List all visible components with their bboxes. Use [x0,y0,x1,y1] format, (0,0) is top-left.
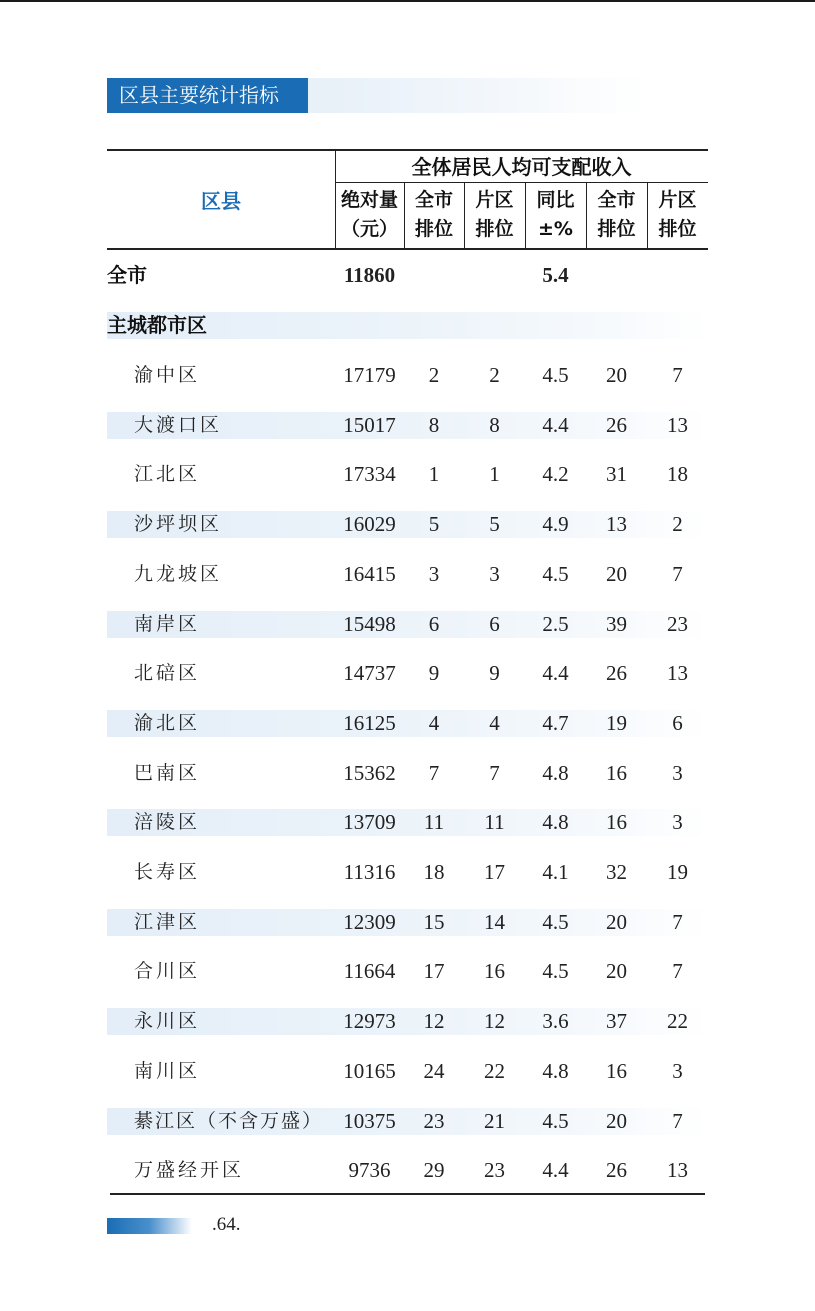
cell-city-rank: 6 [428,612,440,636]
table-row-subgroup [107,312,708,339]
cell-value: 17334 [343,462,396,486]
cell-yoy-city-rank: 20 [606,959,627,983]
cell-value: 14737 [343,661,396,685]
cell-value: 9736 [348,1158,391,1182]
cell-yoy: 4.9 [542,512,569,536]
cell-city-rank: 12 [423,1009,445,1033]
cell-region-name: 江北区 [134,463,201,485]
cell-city-rank: 3 [428,562,440,586]
cell-yoy-area-rank: 7 [672,959,683,983]
cell-yoy-area-rank: 18 [667,462,688,486]
footer-decor-bar [107,1218,192,1234]
cell-area-rank: 8 [489,413,500,437]
cell-yoy-area-rank: 3 [672,761,683,785]
cell-yoy-city-rank: 13 [606,512,627,536]
section-title: 区县主要统计指标 [107,78,308,113]
cell-area-rank: 14 [484,910,505,934]
header-top-rule [107,149,708,151]
cell-yoy-area-rank: 13 [667,413,688,437]
cell-yoy: 4.4 [542,1158,569,1182]
cell-city-rank: 29 [423,1158,445,1182]
cell-yoy: 4.8 [542,1059,569,1083]
cell-value: 10375 [343,1109,396,1133]
cell-yoy-city-rank: 39 [606,612,627,636]
cell-yoy-city-rank: 26 [606,1158,627,1182]
cell-yoy: 4.2 [542,462,569,486]
header-mid-rule [335,182,708,183]
cell-area-rank: 23 [484,1158,505,1182]
cell-area-rank: 22 [484,1059,505,1083]
cell-yoy-city-rank: 26 [606,661,627,685]
cell-yoy-area-rank: 2 [672,512,683,536]
cell-yoy-area-rank: 23 [667,612,688,636]
table-row [107,461,708,488]
cell-value: 15362 [343,761,396,785]
table-row [107,561,708,588]
cell-yoy-city-rank: 20 [606,910,627,934]
cell-city-rank: 24 [423,1059,445,1083]
table-row [107,1008,708,1035]
cell-yoy-city-rank: 26 [606,413,627,437]
header-col-yoy: 同比 ±% [536,189,575,240]
cell-city-rank: 1 [428,462,440,486]
cell-yoy: 2.5 [542,612,569,636]
cell-area-rank: 21 [484,1109,505,1133]
cell-yoy: 4.4 [542,413,569,437]
cell-yoy: 4.4 [542,661,569,685]
cell-region-name: 渝北区 [134,712,201,734]
city-total-value: 11860 [343,263,396,287]
cell-yoy: 4.5 [542,562,569,586]
header-col-value: 绝对量 （元） [340,189,398,240]
cell-area-rank: 9 [489,661,500,685]
table-row [107,362,708,389]
cell-yoy-area-rank: 13 [667,1158,688,1182]
cell-value: 13709 [343,810,396,834]
cell-yoy-area-rank: 19 [667,860,688,884]
cell-region-name: 长寿区 [134,861,201,883]
cell-region-name: 南川区 [134,1060,201,1082]
table-row [107,809,708,836]
header-group-income: 全体居民人均可支配收入 [411,155,632,179]
cell-area-rank: 12 [484,1009,505,1033]
cell-area-rank: 1 [489,462,500,486]
cell-yoy-city-rank: 19 [606,711,627,735]
table-row [107,1157,708,1184]
cell-yoy: 3.6 [542,1009,569,1033]
cell-value: 16415 [343,562,396,586]
cell-yoy-area-rank: 6 [672,711,683,735]
cell-region-name: 江津区 [134,911,201,933]
section-title-banner [107,78,647,113]
cell-yoy-city-rank: 31 [606,462,627,486]
table-row [107,958,708,985]
table-row [107,611,708,638]
cell-value: 17179 [343,363,396,387]
cell-area-rank: 2 [489,363,500,387]
city-total-yoy: 5.4 [542,263,569,287]
table-row [107,710,708,737]
table-row [107,909,708,936]
cell-city-rank: 7 [428,761,440,785]
cell-yoy-city-rank: 16 [606,1059,627,1083]
cell-yoy-city-rank: 32 [606,860,627,884]
cell-city-rank: 5 [428,512,440,536]
cell-value: 12309 [343,910,396,934]
cell-region-name: 南岸区 [134,613,201,635]
cell-yoy-area-rank: 7 [672,1109,683,1133]
header-bottom-rule [107,248,708,250]
cell-yoy: 4.7 [542,711,569,735]
cell-yoy: 4.5 [542,1109,569,1133]
cell-value: 15498 [343,612,396,636]
header-col-city-rank: 全市 排位 [414,189,453,240]
header-col-area-rank: 片区 排位 [475,189,514,240]
table-row [107,859,708,886]
cell-yoy: 4.8 [542,810,569,834]
cell-area-rank: 16 [484,959,505,983]
table-row [107,1058,708,1085]
table-row [107,412,708,439]
cell-yoy-city-rank: 16 [606,810,627,834]
cell-yoy-area-rank: 22 [667,1009,688,1033]
cell-region-name: 涪陵区 [134,811,201,833]
cell-region-name: 万盛经开区 [134,1159,245,1181]
cell-yoy: 4.1 [542,860,569,884]
top-border [0,0,815,2]
cell-area-rank: 5 [489,512,500,536]
table-row-city-total [107,262,708,289]
cell-city-rank: 4 [428,711,440,735]
table-row [107,1108,708,1135]
table-bottom-rule [110,1193,705,1195]
header-col-yoy-area-rank: 片区 排位 [658,189,697,240]
subgroup-label: 主城都市区 [107,313,207,337]
cell-yoy-city-rank: 37 [606,1009,627,1033]
cell-value: 10165 [343,1059,396,1083]
table-row [107,660,708,687]
cell-yoy-area-rank: 3 [672,1059,683,1083]
header-col-yoy-city-rank: 全市 排位 [597,189,636,240]
cell-city-rank: 8 [428,413,440,437]
cell-value: 11664 [343,959,396,983]
cell-value: 16029 [343,512,396,536]
cell-yoy: 4.5 [542,910,569,934]
cell-yoy-city-rank: 20 [606,1109,627,1133]
cell-yoy: 4.8 [542,761,569,785]
cell-region-name: 永川区 [134,1010,201,1032]
city-total-label: 全市 [107,263,147,287]
cell-yoy-area-rank: 7 [672,562,683,586]
cell-city-rank: 18 [423,860,445,884]
header-region: 区县 [201,189,241,213]
cell-yoy: 4.5 [542,959,569,983]
cell-yoy-area-rank: 13 [667,661,688,685]
cell-area-rank: 3 [489,562,500,586]
cell-city-rank: 11 [423,810,445,834]
cell-region-name: 綦江区（不含万盛） [134,1110,324,1132]
cell-area-rank: 11 [484,810,505,834]
cell-region-name: 九龙坡区 [134,563,223,585]
cell-region-name: 合川区 [134,960,201,982]
table-row [107,511,708,538]
page-number: .64. [212,1214,241,1235]
cell-area-rank: 7 [489,761,500,785]
cell-yoy: 4.5 [542,363,569,387]
cell-value: 15017 [343,413,396,437]
cell-value: 12973 [343,1009,396,1033]
cell-value: 16125 [343,711,396,735]
cell-region-name: 渝中区 [134,364,201,386]
cell-area-rank: 17 [484,860,505,884]
table-row [107,760,708,787]
cell-yoy-city-rank: 20 [606,363,627,387]
cell-region-name: 大渡口区 [134,414,223,436]
cell-city-rank: 15 [423,910,445,934]
cell-yoy-area-rank: 3 [672,810,683,834]
cell-region-name: 北碚区 [134,662,201,684]
cell-region-name: 巴南区 [134,762,201,784]
cell-value: 11316 [343,860,396,884]
cell-yoy-area-rank: 7 [672,363,683,387]
cell-city-rank: 2 [428,363,440,387]
cell-city-rank: 17 [423,959,445,983]
cell-region-name: 沙坪坝区 [134,513,223,535]
cell-yoy-area-rank: 7 [672,910,683,934]
cell-area-rank: 4 [489,711,500,735]
cell-city-rank: 9 [428,661,440,685]
cell-yoy-city-rank: 16 [606,761,627,785]
cell-yoy-city-rank: 20 [606,562,627,586]
cell-area-rank: 6 [489,612,500,636]
cell-city-rank: 23 [423,1109,445,1133]
